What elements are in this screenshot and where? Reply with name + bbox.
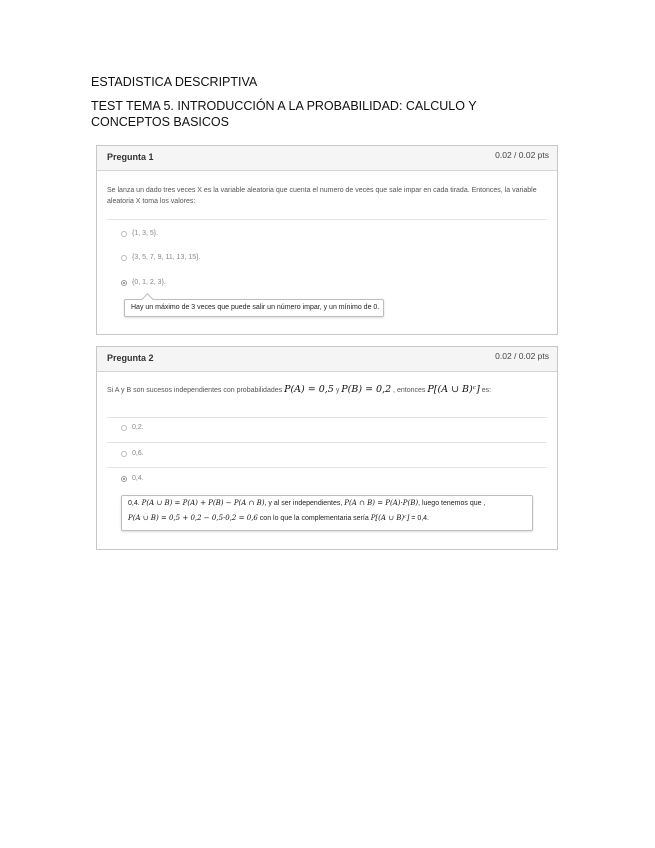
question-text-and: y	[335, 387, 340, 394]
feedback-text: , y al ser independientes,	[264, 500, 343, 507]
question-text	[107, 385, 557, 397]
feedback-line-2	[128, 514, 429, 522]
answer-option-label: {3, 5, 7, 9, 11, 13, 15}.	[132, 254, 201, 261]
document-subtitle: TEST TEMA 5. INTRODUCCIÓN A LA PROBABILIDAD: CALCULO Y CONCEPTOS BASICOS	[91, 99, 477, 129]
math-target: P[(A ∪ B)ᶜ]	[427, 384, 480, 395]
answer-option-2[interactable]	[121, 254, 200, 261]
feedback-text: con lo que la complementaria sería	[259, 515, 369, 522]
math-independence-formula: P(A ∩ B) = P(A)·P(B)	[344, 499, 419, 507]
answer-option-label: 0,2.	[132, 424, 144, 431]
question-card-2	[96, 346, 558, 550]
question-text: Se lanza un dado tres veces X es la variable aleatoria que cuenta el numero de veces que sale impar en cada tirada. Entonces, la variable aleatoria X toma los valores:	[107, 187, 537, 205]
feedback-text: Hay un máximo de 3 veces que puede salir un número impar, y un mínimo de 0.	[131, 304, 380, 311]
question-card-1	[96, 145, 558, 335]
answer-option-1[interactable]	[121, 424, 144, 431]
question-text-suffix: es:	[481, 387, 492, 394]
question-title: Pregunta 2	[107, 353, 154, 363]
divider	[107, 442, 547, 443]
radio-selected-icon[interactable]	[121, 280, 127, 286]
answer-option-3[interactable]	[121, 475, 144, 482]
feedback-line-1	[128, 499, 485, 507]
math-prob-a: P(A) = 0,5	[284, 384, 334, 395]
answer-feedback	[124, 299, 384, 317]
radio-selected-icon[interactable]	[121, 476, 127, 482]
question-text-then: , entonces	[393, 387, 426, 394]
document-title: ESTADISTICA DESCRIPTIVA	[91, 75, 258, 89]
question-header	[97, 347, 557, 372]
answer-option-label: {0, 1, 2, 3}.	[132, 279, 166, 286]
math-complement: P[(A ∪ B)ᶜ]	[370, 514, 410, 522]
radio-icon[interactable]	[121, 231, 127, 237]
question-title: Pregunta 1	[107, 152, 154, 162]
math-union-value: P(A ∪ B) = 0,5 + 0,2 − 0,5·0,2 = 0,6	[128, 514, 258, 522]
feedback-text: = 0,4.	[411, 515, 429, 522]
feedback-text: , luego tenemos que ,	[418, 500, 486, 507]
question-points: 0.02 / 0.02 pts	[495, 150, 549, 160]
question-points: 0.02 / 0.02 pts	[495, 351, 549, 361]
divider	[107, 417, 547, 418]
answer-feedback	[121, 495, 533, 531]
radio-icon[interactable]	[121, 451, 127, 457]
math-union-formula: P(A ∪ B) = P(A) + P(B) − P(A ∩ B)	[141, 499, 265, 507]
question-header	[97, 146, 557, 171]
divider	[107, 219, 547, 220]
answer-option-label: 0,6.	[132, 450, 144, 457]
answer-option-label: 0,4.	[132, 475, 144, 482]
answer-option-3[interactable]	[121, 279, 166, 286]
question-text-prefix: Si A y B son sucesos independientes con probabilidades	[107, 387, 283, 394]
feedback-answer: 0,4.	[128, 500, 140, 507]
answer-option-label: {1, 3, 5}.	[132, 230, 159, 237]
math-prob-b: P(B) = 0,2	[341, 384, 392, 395]
answer-option-2[interactable]	[121, 450, 144, 457]
radio-icon[interactable]	[121, 255, 127, 261]
divider	[107, 467, 547, 468]
answer-option-1[interactable]	[121, 230, 158, 237]
radio-icon[interactable]	[121, 425, 127, 431]
